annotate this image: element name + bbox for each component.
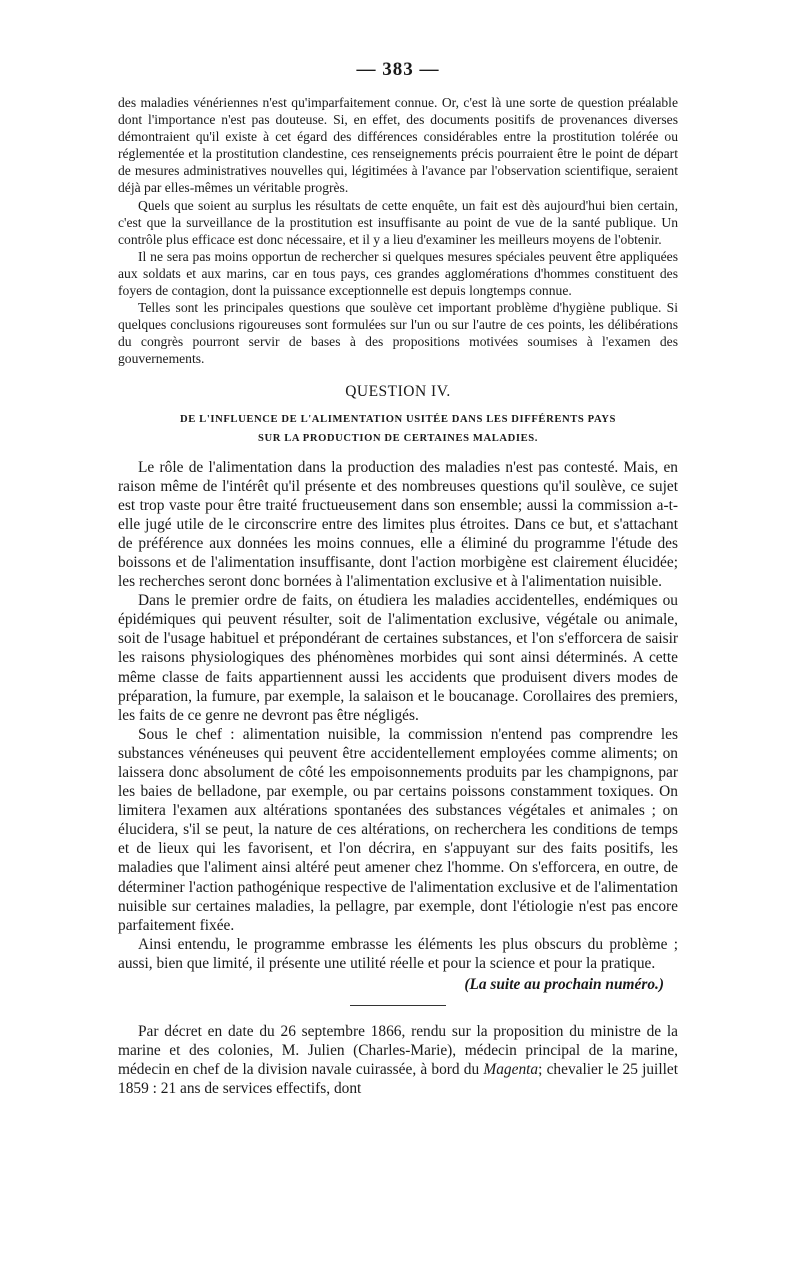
- paragraph-soldats-marins: Il ne sera pas moins opportun de rechercher si quelques mesures spéciales peuvent être appliquées aux soldats et aux marins, car en tous pays, ces grandes agglomérations d'hommes constituent des foyers de contagion, dont la puissance exceptionnelle est depuis longtemps connue.: [118, 248, 678, 299]
- question-subtitle-line-1: DE L'INFLUENCE DE L'ALIMENTATION USITÉE DANS LES DIFFÉRENTS PAYS: [180, 413, 616, 425]
- continued-notice: (La suite au prochain numéro.): [464, 976, 664, 994]
- question-title: QUESTION IV.: [345, 382, 451, 400]
- paragraph-alimentation-nuisible: Sous le chef : alimentation nuisible, la commission n'entend pas comprendre les substances vénéneuses qui peuvent être accidentellement employées comme aliments; on laissera donc absolument de côté les empoisonnements produits par les champignons, par les baies de belladone, par exemple, ou par certains poissons constamment toxiques. On limitera l'examen aux altérations spontanées des substances végétales et animales ; on élucidera, s'il se peut, la nature de ces altérations, on recherchera les conditions de temps et de lieux qui les favorisent, et l'on décrira, en s'appuyant sur des faits positifs, les maladies que l'aliment ainsi altéré peut amener chez l'homme. On s'efforcera, en outre, de déterminer l'action pathogénique respective de l'alimentation exclusive et de l'alimentation nuisible sur certaines maladies, la pellagre, par exemple, dont l'étiologie n'est pas encore parfaitement fixée.: [118, 725, 678, 934]
- document-page: [118, 58, 678, 1098]
- paragraph-continued-intro: des maladies vénériennes n'est qu'imparfaitement connue. Or, c'est là une sorte de question préalable dont l'importance n'est pas douteuse. Si, en effet, des documents positifs de provenances diverses démontraient qu'il existe à cet égard des différences considérables entre la prostitution tolérée ou réglementée et la prostitution clandestine, ces renseignements précis pourraient être le point de départ de mesures administratives nouvelles qui, légitimées à l'avance par l'observation scientifique, seraient déjà par elles-mêmes un véritable progrès.: [118, 95, 678, 196]
- paragraph-premier-ordre: Dans le premier ordre de faits, on étudiera les maladies accidentelles, endémiques ou épidémiques qui peuvent résulter, soit de l'alimentation exclusive, végétale ou animale, soit de l'usage habituel et prépondérant de certaines substances, et l'on s'efforcera de saisir les raisons physiologiques des phénomènes morbides qui sont ainsi déterminés. A cette même classe de faits appartiennent aussi les accidents que produisent divers modes de préparation, la fumure, par exemple, la salaison et le boucanage. Corollaires des premiers, les faits de ce genre ne devront pas être négligés.: [118, 592, 678, 724]
- paragraph-role-alimentation: Le rôle de l'alimentation dans la production des maladies n'est pas contesté. Mais, en raison même de l'intérêt qu'il présente et des nombreuses questions qu'il soulève, ce sujet est trop vaste pour être traité fructueusement dans son ensemble; aussi la commission a-t-elle jugé utile de le circonscrire entre des limites plus étroites. Dans ce but, et s'attachant de préférence aux données les moins connues, elle a éliminé du programme l'étude des boissons et de l'alimentation insuffisante, dont l'action morbigène est clairement élucidée; les recherches seront donc bornées à l'alimentation exclusive et à l'alimentation nuisible.: [118, 458, 678, 591]
- section-separator: [350, 1005, 446, 1006]
- paragraph-decret: [118, 1022, 678, 1098]
- paragraph-programme: Ainsi entendu, le programme embrasse les éléments les plus obscurs du problème ; aussi, bien que limité, il présente une utilité réelle et pour la science et pour la pratique.: [118, 935, 678, 972]
- decree-text-before: Par décret en date du 26 septembre 1866, rendu sur la proposition du ministre de la marine et des colonies, M. Julien (Charles-Marie), médecin principal de la marine, médecin en chef de la division navale cuirassée, à bord du: [118, 1023, 678, 1079]
- question-subtitle-line-2: SUR LA PRODUCTION DE CERTAINES MALADIES.: [257, 432, 539, 444]
- paragraph-enquete: Quels que soient au surplus les résultats de cette enquête, un fait est dès aujourd'hui bien certain, c'est que la surveillance de la prostitution est insuffisante au point de vue de la santé publique. Un contrôle plus efficace est donc nécessaire, et il y a lieu d'examiner les meilleurs moyens de l'obtenir.: [118, 197, 678, 247]
- paragraph-questions-hygiene: Telles sont les principales questions que soulève cet important problème d'hygiène publique. Si quelques conclusions rigoureuses sont formulées sur l'un ou sur l'autre de ces points, les délibérations du congrès pourront servir de bases à des propositions motivées soumises à l'examen des gouvernements.: [118, 300, 678, 367]
- page-number: — 383 —: [356, 59, 440, 80]
- ship-name: Magenta: [483, 1061, 539, 1079]
- decree-text-after: ; chevalier le 25 juillet 1859 : 21 ans de services effectifs, dont: [118, 1061, 678, 1098]
- question-subtitle: [118, 410, 678, 448]
